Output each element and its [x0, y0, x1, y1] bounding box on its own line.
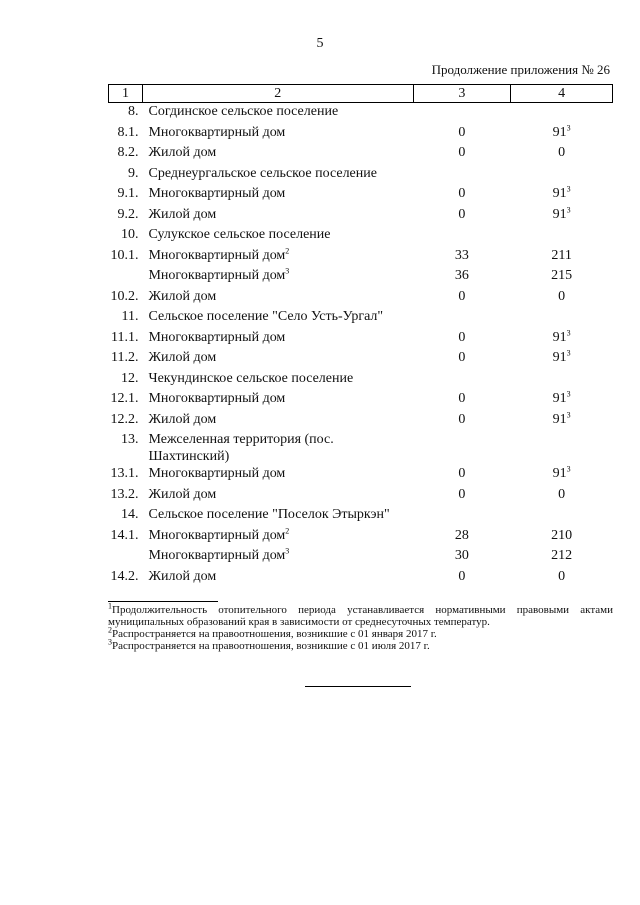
value-col-4-cell [511, 370, 613, 391]
row-name-cell [142, 390, 413, 411]
row-number: 14. [120, 507, 139, 522]
value-col-3: 0 [458, 288, 466, 304]
row-name-cell [142, 486, 413, 507]
row-name: Многоквартирный дом [148, 329, 286, 345]
footnote-1 [108, 601, 613, 628]
value-col-4: 0 [558, 145, 566, 160]
value-col-4-cell [511, 506, 613, 527]
table-row [109, 547, 613, 568]
value-col-3: 33 [454, 247, 469, 263]
row-name-cell [142, 411, 413, 432]
row-number [109, 547, 143, 568]
footnote-ref: 3 [566, 204, 571, 214]
row-name-cell [142, 206, 413, 227]
value-col-3: 28 [454, 527, 469, 543]
row-number: 11.2. [111, 350, 139, 365]
value-col-4-cell [511, 308, 613, 329]
value-col-3 [413, 103, 511, 124]
row-name-cell [142, 124, 413, 145]
table-row [109, 486, 613, 507]
row-name: Многоквартирный дом [148, 548, 286, 563]
table-row [109, 527, 613, 548]
row-name: Многоквартирный дом [148, 247, 286, 263]
value-col-4-cell [511, 431, 613, 465]
row-name: Многоквартирный дом [148, 391, 286, 406]
row-name-cell [142, 329, 413, 350]
value-col-4: 91 [552, 411, 567, 427]
value-col-4-cell [511, 390, 613, 411]
value-col-4: 211 [551, 247, 572, 263]
table-row [109, 370, 613, 391]
value-col-4-cell [511, 103, 613, 124]
row-name-cell [142, 267, 413, 288]
value-col-4: 212 [551, 548, 573, 563]
value-col-3 [413, 165, 511, 186]
value-col-4: 91 [552, 206, 567, 222]
value-col-3: 0 [458, 329, 466, 345]
footnote-text: Распространяется на правоотношения, возникшие с 01 июля 2017 г. [112, 640, 430, 652]
value-col-3 [413, 226, 511, 247]
table-row [109, 288, 613, 309]
value-col-4-cell [511, 144, 613, 165]
table-row [109, 506, 613, 527]
row-number: 10. [120, 227, 139, 242]
row-number [109, 267, 143, 288]
row-name-cell [142, 144, 413, 165]
value-col-4: 91 [552, 350, 567, 365]
heating-period-table [108, 84, 613, 588]
row-name-cell [142, 247, 413, 268]
footnote-ref: 3 [566, 464, 571, 474]
row-name-cell [142, 288, 413, 309]
row-name: Жилой дом [148, 206, 217, 222]
table-row [109, 308, 613, 329]
footnote-mark: 3 [108, 637, 112, 647]
row-number: 9.1. [117, 186, 139, 201]
footnote-separator [108, 601, 218, 602]
column-header-1: 1 [109, 85, 143, 103]
row-number: 10.2. [110, 288, 139, 304]
footnote-ref: 3 [566, 327, 571, 337]
row-number: 12.2. [110, 411, 139, 427]
value-col-4: 91 [552, 186, 567, 201]
row-name: Многоквартирный дом [148, 527, 286, 543]
row-name-cell [142, 226, 413, 247]
value-col-4: 91 [552, 466, 567, 481]
footnote-ref: 2 [285, 245, 290, 255]
table-row [109, 165, 613, 186]
table-row [109, 226, 613, 247]
row-name: Сулукское сельское поселение [148, 227, 331, 242]
value-col-3: 0 [458, 486, 466, 502]
value-col-4: 0 [558, 486, 566, 502]
value-col-3: 0 [458, 124, 466, 140]
row-number: 10.1. [110, 247, 139, 263]
value-col-4-cell [511, 288, 613, 309]
value-col-4-cell [511, 226, 613, 247]
value-col-3: 0 [458, 466, 466, 481]
row-number: 13. [120, 432, 139, 447]
table-row [109, 465, 613, 486]
footnote-ref: 3 [566, 389, 571, 399]
value-col-4: 215 [551, 268, 573, 283]
row-name: Многоквартирный дом [148, 186, 286, 201]
table-row [109, 267, 613, 288]
row-name: Многоквартирный дом [148, 268, 286, 283]
value-col-3: 30 [454, 548, 469, 563]
row-name: Сельское поселение "Село Усть-Ургал" [148, 309, 384, 324]
table-row [109, 349, 613, 370]
row-name: Жилой дом [148, 486, 217, 502]
row-name-cell [142, 506, 413, 527]
footnotes [108, 601, 613, 652]
appendix-continuation-label: Продолжение приложения № 26 [431, 62, 610, 77]
row-name-cell [142, 370, 413, 391]
row-name: Жилой дом [148, 288, 217, 304]
value-col-3 [413, 370, 511, 391]
value-col-4-cell [511, 185, 613, 206]
value-col-4-cell [511, 165, 613, 186]
table-row [109, 185, 613, 206]
row-number: 14.1. [110, 527, 139, 543]
table-row [109, 390, 613, 411]
row-number: 11.1. [111, 329, 139, 345]
row-number: 11. [121, 309, 139, 324]
value-col-4-cell [511, 486, 613, 507]
row-name: Чекундинское сельское поселение [148, 370, 354, 386]
row-name: Согдинское сельское поселение [148, 104, 339, 119]
footnote-mark: 2 [108, 625, 112, 635]
footnote-text: Продолжительность отопительного периода устанавливается нормативными правовыми актами муниципальных образований края в зависимости от среднесуточных температур. [108, 604, 613, 628]
row-name: Жилой дом [148, 411, 217, 427]
value-col-4-cell [511, 267, 613, 288]
value-col-4: 0 [558, 288, 566, 304]
page-number: 5 [316, 36, 324, 51]
row-name-cell [142, 568, 413, 589]
footnote-ref: 2 [285, 525, 290, 535]
row-name-cell [142, 185, 413, 206]
value-col-3: 0 [458, 568, 466, 584]
column-header-2: 2 [142, 85, 413, 103]
value-col-4-cell [511, 568, 613, 589]
row-name-cell [142, 103, 413, 124]
footnote-3 [108, 637, 613, 652]
value-col-4-cell [511, 411, 613, 432]
footnote-2 [108, 625, 613, 640]
table-row [109, 411, 613, 432]
value-col-3: 0 [458, 186, 466, 201]
value-col-4-cell [511, 206, 613, 227]
end-of-document-line [305, 686, 411, 687]
row-name: Жилой дом [148, 350, 217, 365]
row-number: 13.2. [110, 486, 139, 502]
value-col-4: 91 [552, 391, 567, 406]
value-col-4-cell [511, 247, 613, 268]
row-number: 8.2. [117, 145, 139, 160]
row-name-cell [142, 431, 413, 465]
value-col-4: 91 [552, 124, 567, 140]
footnote-ref: 3 [566, 122, 571, 132]
value-col-3: 0 [458, 145, 466, 160]
row-name: Сельское поселение "Поселок Этыркэн" [148, 507, 390, 522]
footnote-ref: 3 [566, 409, 571, 419]
table-row [109, 431, 613, 465]
table-row [109, 329, 613, 350]
footnote-mark: 1 [108, 601, 112, 611]
row-name: Межселенная территория (пос. Шахтинский) [148, 432, 334, 464]
footnote-ref: 3 [566, 184, 571, 194]
table-row [109, 247, 613, 268]
row-name-cell [142, 547, 413, 568]
row-number: 8.1. [117, 124, 139, 140]
row-name-cell [142, 308, 413, 329]
row-number: 9.2. [117, 206, 139, 222]
table-row [109, 206, 613, 227]
table-row [109, 103, 613, 124]
value-col-3: 0 [458, 350, 466, 365]
value-col-3: 0 [458, 411, 466, 427]
value-col-3: 36 [454, 268, 469, 283]
row-name: Жилой дом [148, 145, 217, 160]
row-name-cell [142, 165, 413, 186]
value-col-4: 210 [551, 527, 573, 543]
row-name-cell [142, 465, 413, 486]
value-col-3 [413, 506, 511, 527]
table-row [109, 144, 613, 165]
row-number: 8. [127, 104, 139, 119]
value-col-4-cell [511, 527, 613, 548]
footnote-ref: 3 [285, 266, 290, 276]
footnote-ref: 3 [566, 348, 571, 358]
row-name-cell [142, 349, 413, 370]
row-name: Жилой дом [148, 568, 217, 584]
row-name: Многоквартирный дом [148, 466, 286, 481]
row-name: Среднеургальское сельское поселение [148, 165, 377, 181]
value-col-4-cell [511, 547, 613, 568]
table-row [109, 568, 613, 589]
table-row [109, 124, 613, 145]
value-col-4-cell [511, 465, 613, 486]
row-number: 9. [127, 165, 139, 181]
value-col-4: 0 [558, 568, 566, 584]
footnote-ref: 3 [285, 546, 290, 556]
table-header-row [109, 85, 613, 103]
row-number: 12. [120, 370, 139, 386]
value-col-4-cell [511, 329, 613, 350]
column-header-3: 3 [413, 85, 511, 103]
column-header-4: 4 [511, 85, 613, 103]
value-col-4-cell [511, 349, 613, 370]
row-name-cell [142, 527, 413, 548]
footnote-text: Распространяется на правоотношения, возникшие с 01 января 2017 г. [112, 628, 437, 640]
value-col-3: 0 [458, 391, 466, 406]
row-number: 14.2. [110, 568, 139, 584]
value-col-4-cell [511, 124, 613, 145]
value-col-3 [413, 431, 511, 465]
value-col-4: 91 [552, 329, 567, 345]
value-col-3 [413, 308, 511, 329]
row-number: 12.1. [110, 391, 139, 406]
value-col-3: 0 [458, 206, 466, 222]
row-name: Многоквартирный дом [148, 124, 286, 140]
row-number: 13.1. [110, 466, 139, 481]
